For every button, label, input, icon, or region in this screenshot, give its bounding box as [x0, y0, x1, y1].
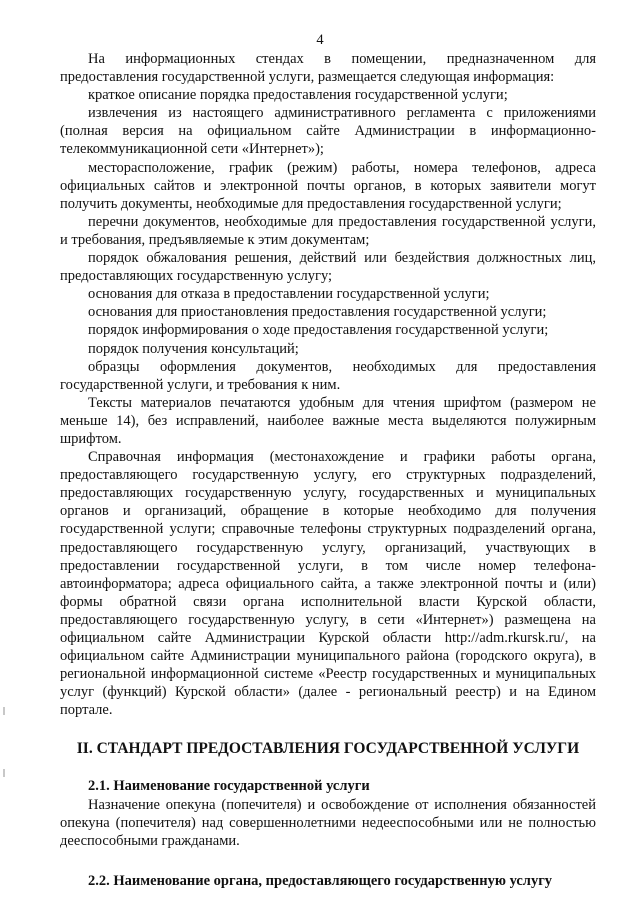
paragraph-refusal-grounds: основания для отказа в предоставлении государственной услуги;: [88, 286, 490, 303]
paragraph-location-schedule: месторасположение, график (режим) работы, номера телефонов, адреса официальных сайтов и электронной почты органов, в которых заявители могут получить документы, необходимые для предоставления государственной услуги;: [60, 159, 596, 212]
paragraph-info-stands: На информационных стендах в помещении, предназначенном для предоставления государственной услуги, размещается следующая информация:: [60, 51, 596, 86]
scan-margin-mark: [3, 769, 5, 777]
paragraph-reference-info: Справочная информация (местонахождение и графики работы органа, предоставляющего государственную услугу, его структурных подразделений, предоставляющих государственную услугу, государственных и муниципальных органов и организаций, обращение в которые необходимо для получения государственной услуги; справочные телефоны структурных подразделений органа, предоставляющего государственную услугу, организаций, участвующих в предоставлении государственной услуги, в том числе номер телефона-автоинформатора; адреса официального сайта, а также электронной почты и (или) формы обратной связи органа исполнительной власти Курской области, предоставляющего государственную услугу, в сети «Интернет») размещена на официальном сайте Администрации Курской области http://adm.rkursk.ru/, на официальном сайте Администрации муниципального района (городского округа), в региональной информационной системе «Реестр государственных и муниципальных услуг (функций) Курской области» (далее - региональный реестр) и на Едином портале.: [60, 449, 596, 719]
paragraph-appeal-procedure: порядок обжалования решения, действий или бездействия должностных лиц, предоставляющих государственную услугу;: [60, 250, 596, 285]
paragraph-informing-procedure: порядок информирования о ходе предоставления государственной услуги;: [88, 322, 549, 339]
section-title: II. СТАНДАРТ ПРЕДОСТАВЛЕНИЯ ГОСУДАРСТВЕННОЙ УСЛУГИ: [76, 740, 580, 758]
paragraph-consultations: порядок получения консультаций;: [88, 340, 299, 357]
paragraph-suspension-grounds: основания для приостановления предоставления государственной услуги;: [88, 304, 547, 321]
paragraph-document-lists: перечни документов, необходимые для предоставления государственной услуги, и требования, предъявляемые к этим документам;: [60, 213, 596, 248]
scan-margin-mark: [3, 707, 5, 715]
paragraph-short-description: краткое описание порядка предоставления государственной услуги;: [88, 87, 508, 104]
paragraph-document-samples: образцы оформления документов, необходимых для предоставления государственной услуги, и требования к ним.: [60, 358, 596, 393]
document-body: [60, 50, 596, 890]
page-number: 4: [316, 32, 324, 48]
paragraph-font-requirements: Тексты материалов печатаются удобным для чтения шрифтом (размером не меньше 14), без исправлений, наиболее важные места выделяются полужирным шрифтом.: [60, 394, 596, 447]
paragraph-regulation-extracts: извлечения из настоящего административного регламента с приложениями (полная версия на официальном сайте Администрации в информационно-телекоммуникационной сети «Интернет»);: [60, 105, 596, 158]
subsection-title-service-name: 2.1. Наименование государственной услуги: [88, 778, 370, 795]
paragraph-service-name: Назначение опекуна (попечителя) и освобождение от исполнения обязанностей опекуна (попечителя) над совершеннолетними недееспособными или не полностью дееспособными гражданами.: [60, 796, 596, 849]
subsection-title-authority-name: 2.2. Наименование органа, предоставляющего государственную услугу: [88, 872, 553, 889]
